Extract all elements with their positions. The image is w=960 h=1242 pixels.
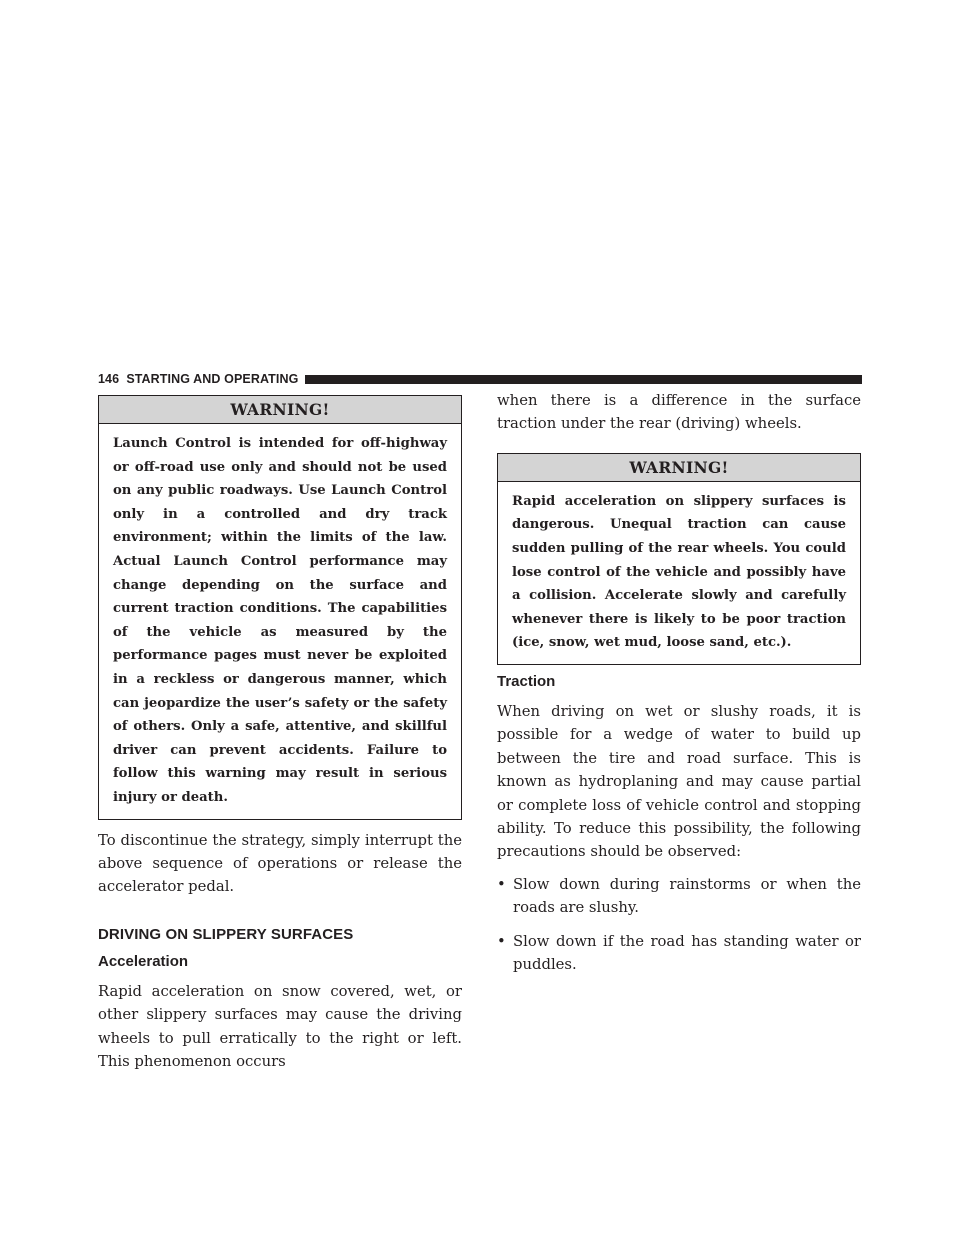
list-item-text: Slow down during rainstorms or when the roads are slushy. bbox=[513, 875, 861, 917]
slippery-acceleration-warning-box bbox=[497, 453, 861, 665]
launch-control-warning-box bbox=[98, 395, 462, 820]
continuation-paragraph: when there is a difference in the surface traction under the rear (driving) wheels. bbox=[497, 392, 861, 433]
header-rule bbox=[305, 375, 862, 384]
warning-text: Launch Control is intended for off-highway or off-road use only and should not be used on any public roadways. Use Launch Control only in a controlled and dry track environment; within the limits of the law. Actual Launch Control performance may change depending on the surface and current traction conditions. The capabilities of the vehicle as measured by the performance pages must never be exploited in a reckless or dangerous manner, which can jeopardize the user’s safety or the safety of others. Only a safe, attentive, and skillful driver can prevent accidents. Failure to follow this warning may result in serious injury or death. bbox=[113, 436, 447, 805]
traction-heading: Traction bbox=[497, 672, 556, 690]
acceleration-paragraph: Rapid acceleration on snow covered, wet, or other slippery surfaces may cause the driving wheels to pull erratically to the right or left. This phenomenon occurs bbox=[98, 982, 462, 1070]
traction-paragraph: When driving on wet or slushy roads, it is possible for a wedge of water to build up between the tire and road surface. This is known as hydroplaning and may cause partial or complete loss of vehicle control and stopping ability. To reduce this possibility, the following precautions should be observed: bbox=[497, 702, 861, 861]
discontinue-paragraph: To discontinue the strategy, simply interrupt the above sequence of operations or release the accelerator pedal. bbox=[98, 831, 462, 896]
right-column bbox=[497, 389, 861, 976]
section-title: STARTING AND OPERATING bbox=[126, 372, 299, 386]
list-item-text: Slow down if the road has standing water or puddles. bbox=[513, 932, 861, 974]
page-header bbox=[98, 371, 862, 387]
warning-text: Rapid acceleration on slippery surfaces is dangerous. Unequal traction can cause sudden pulling of the rear wheels. You could lose control of the vehicle and possibly have a collision. Accelerate slowly and carefully whenever there is likely to be poor traction (ice, snow, wet mud, loose sand, etc.). bbox=[512, 493, 846, 651]
page-header-text bbox=[98, 372, 298, 386]
warning-title: WARNING! bbox=[99, 396, 461, 424]
section-heading: DRIVING ON SLIPPERY SURFACES bbox=[98, 925, 354, 943]
precautions-list bbox=[497, 873, 861, 977]
left-column bbox=[98, 395, 462, 1073]
acceleration-heading: Acceleration bbox=[98, 952, 189, 970]
bullet-glyph: • bbox=[497, 932, 506, 950]
warning-title: WARNING! bbox=[498, 454, 860, 482]
list-item bbox=[497, 873, 861, 920]
list-item bbox=[497, 930, 861, 977]
bullet-glyph: • bbox=[497, 875, 506, 893]
page-number: 146 bbox=[98, 372, 120, 386]
